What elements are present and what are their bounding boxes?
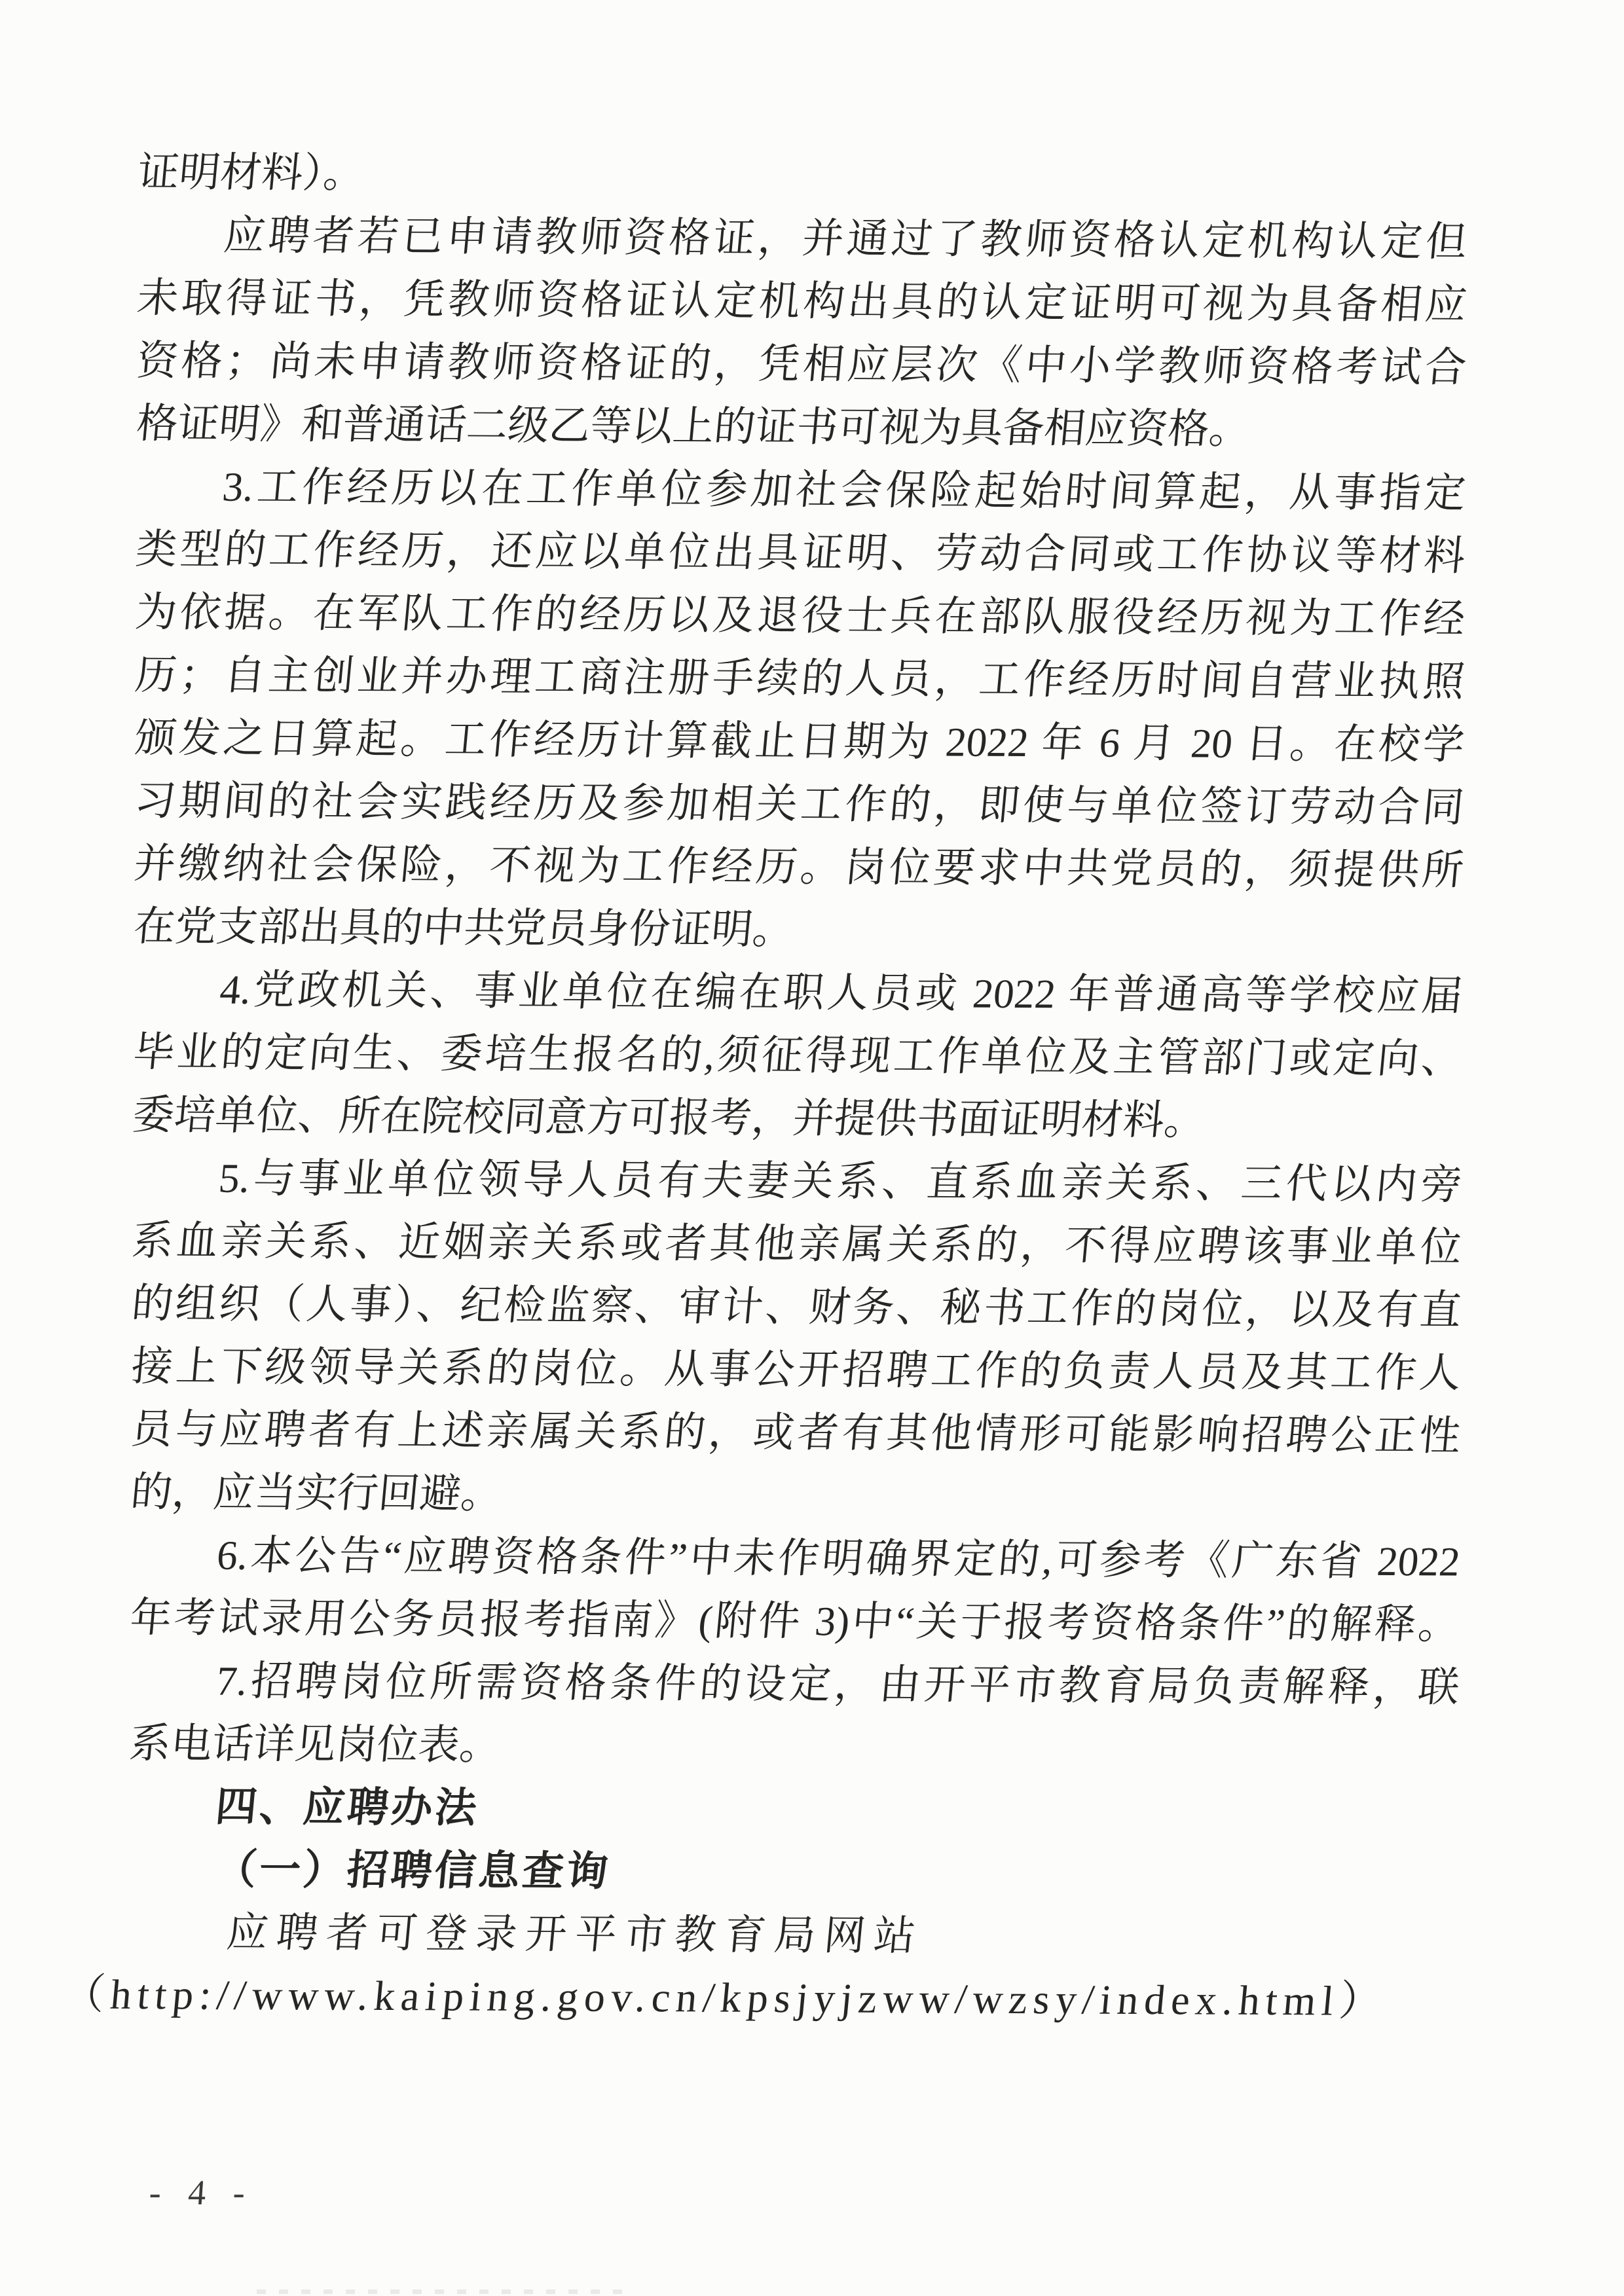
text-line: 颁发之日算起。工作经历计算截止日期为 2022 年 6 月 20 日。在校学 [132,714,1467,768]
text-line: 的，应当实行回避。 [128,1468,505,1517]
text-line: （一）招聘信息查询 [213,1846,613,1895]
text-line: （http://www.kaiping.gov.cn/kpsjyjzww/wzsy/index.html） [60,1971,1390,2024]
text-line: 应聘者可登录开平市教育局网站 [225,1909,926,1959]
text-line: 员与应聘者有上述亲属关系的，或者有其他情形可能影响招聘公正性 [129,1406,1463,1459]
text-line: 委培单位、所在院校同意方可报考，并提供书面证明材料。 [130,1091,1208,1144]
text-line: 历；自主创业并办理工商注册手续的人员，工作经历时间自营业执照 [133,651,1467,705]
text-line: 四、应聘办法 [213,1783,481,1831]
text-line: 在党支部出具的中共党员身份证明。 [132,903,796,953]
text-line: 7.招聘岗位所需资格条件的设定，由开平市教育局负责解释，联 [214,1658,1462,1711]
text-line: 为依据。在军队工作的经历以及退役士兵在部队服役经历视为工作经 [133,589,1467,642]
text-line: 并缴纳社会保险，不视为工作经历。岗位要求中共党员的，须提供所 [132,840,1466,894]
text-line: 系血亲关系、近姻亲关系或者其他亲属关系的，不得应聘该事业单位 [130,1217,1464,1271]
text-line: 未取得证书，凭教师资格证认定机构出具的认定证明可视为具备相应 [135,274,1469,328]
text-line: 资格；尚未申请教师资格证的，凭相应层次《中小学教师资格考试合 [134,337,1469,391]
text-line: 6.本公告“应聘资格条件”中未作明确界定的,可参考《广东省 2022 [215,1532,1462,1585]
text-line: 的组织（人事）、纪检监察、审计、财务、秘书工作的岗位，以及有直 [130,1280,1464,1334]
text-line: 格证明》和普通话二级乙等以上的证书可视为具备相应资格。 [134,400,1253,452]
text-line: 证明材料）。 [136,149,367,196]
text-line: 习期间的社会实践经历及参加相关工作的，即使与单位签订劳动合同 [132,777,1466,831]
text-line: 类型的工作经历，还应以单位出具证明、劳动合同或工作协议等材料 [134,526,1467,579]
text-line: 年考试录用公务员报考指南》(附件 3)中“关于报考资格条件”的解释。 [128,1594,1462,1648]
text-line: 系电话详见岗位表。 [127,1720,504,1768]
text-line: 毕业的定向生、委培生报名的,须征得现工作单位及主管部门或定向、 [131,1029,1465,1082]
document-body [60,141,1470,2033]
text-line: 3.工作经历以在工作单位参加社会保险起始时间算起，从事指定 [220,464,1468,517]
scan-artifact [257,2289,633,2294]
text-line: 接上下级领导关系的岗位。从事公开招聘工作的负责人员及其工作人 [129,1343,1464,1396]
text-line: 4.党政机关、事业单位在编在职人员或 2022 年普通高等学校应届 [217,966,1466,1019]
text-line: 应聘者若已申请教师资格证，并通过了教师资格认定机构认定但 [221,212,1469,265]
page-number: - 4 - [147,2173,256,2212]
text-line: 5.与事业单位领导人员有夫妻关系、直系血亲关系、三代以内旁 [217,1155,1464,1208]
